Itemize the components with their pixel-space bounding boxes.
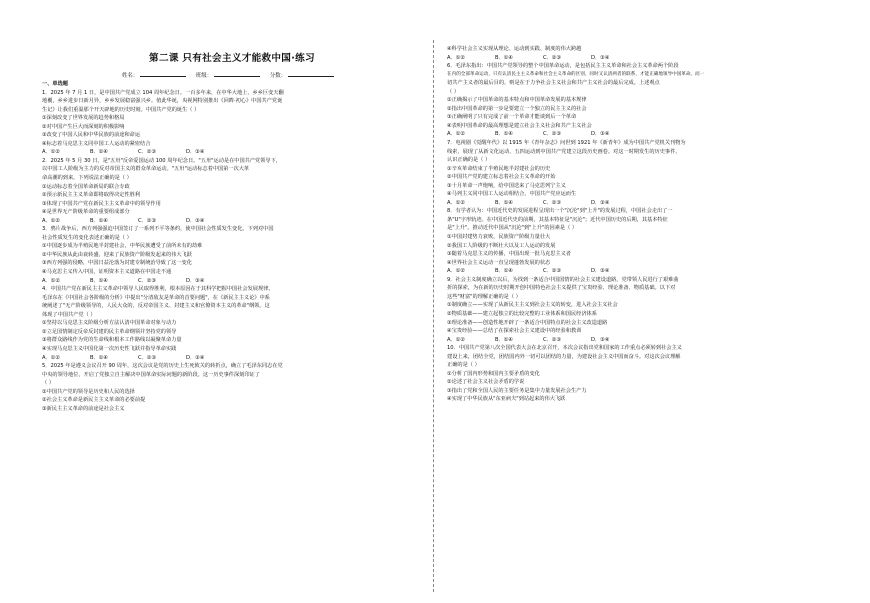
option-d[interactable]: D．③④ [186, 277, 205, 284]
q7-stem: 7．电视剧《觉醒年代》以 1915 年《青年杂志》问世到 1921 年《新青年》成为中国共产党机关刊物为 [447, 140, 686, 147]
q1-stem: 地覆，乡乡进步日新月异，乡乡发展稳富强兴乡。值此华诞，央视网特别推出《回眸·初心》中国共产党诞 [42, 98, 283, 105]
q7-choice: ④马列主义同中国工人运动相结合，中国共产党应运而生 [447, 191, 577, 198]
q3-stem: 社会性质发生的变化表述正确的是（ ） [42, 234, 132, 241]
option-a[interactable]: A．①② [42, 354, 61, 361]
option-c[interactable]: C．②③ [543, 268, 562, 275]
q5-choice: ④科学社会主义实现从理论、运动到实践、制度的伟大跨越 [447, 46, 582, 52]
option-a[interactable]: A．①② [42, 277, 61, 284]
class-blank[interactable] [214, 70, 260, 77]
q10-choice: ②论述了社会主义社会矛盾的学说 [447, 379, 525, 386]
q2-choice: ④是世界无产阶级革命的重要组成部分 [42, 209, 130, 216]
q6-stem: 6．毛泽东指出：中国共产党领导的整个中国革命运动，是包括民主主义革命和社会主义革命两个阶段 [447, 63, 679, 70]
q4-options [42, 354, 420, 363]
q5-stem: （ ） [42, 380, 55, 387]
option-b[interactable]: B．①④ [495, 199, 514, 206]
option-b[interactable]: B．①④ [495, 268, 514, 275]
q7-stem: 线索，展现了从新文化运动、五四运动到中国共产党建立这段历史画卷。对这一时期发生的历史事件， [447, 148, 681, 155]
q4-choice: ④实现马克思主义中国化第一次历史性飞跃并指导革命实践 [42, 345, 177, 352]
class-label: 班级： [195, 73, 213, 79]
option-c[interactable]: C．②③ [138, 277, 157, 284]
q7-stem: 认识正确的是（ ） [447, 157, 491, 164]
q8-choice: ②我国工人阶级的不断壮大以及工人运动的发展 [447, 242, 556, 249]
q8-stem: 条"U"字形轨迹。在中国近代史的前期，其基本特征是"沉沦"；近代中国历史的后期，其基本特征 [447, 216, 668, 223]
q7-choice: ③十月革命一声炮响，给中国送来了马克思列宁主义 [447, 182, 566, 189]
q9-options [447, 336, 825, 345]
q4-choice: ①坚持以马克思主义阶级分析方法认清中国革命对象与动力 [42, 320, 177, 327]
q8-stem: 是"上升"。推动近代中国从"沉沦"到"上升"的因素是（ ） [447, 225, 578, 232]
q4-stem: 4．中国共产党在新民主主义革命中领导人民取得胜利，根本原因在于其科学把握中国社会发展规律。 [42, 286, 274, 293]
q6-options [447, 130, 825, 139]
option-b[interactable]: B．①④ [495, 54, 514, 61]
option-b[interactable]: B．①④ [90, 277, 109, 284]
column-divider [433, 40, 434, 592]
q4-stem: 统阐述了"无产阶级领导的，人民大众的，反对帝国主义、封建主义和官僚资本主义的革命"纲领。这 [42, 303, 270, 310]
option-d[interactable]: D．③④ [591, 336, 610, 343]
option-c[interactable]: C．②③ [543, 199, 562, 206]
q1-choice: ③改变了中国人民和中华民族的前途和命运 [42, 132, 141, 139]
q10-choice: ④实现了中华民族从"东亚病夫"到站起来的伟大飞跃 [447, 396, 566, 403]
q1-choice: ④标志着马克思主义同中国工人运动的紧密结合 [42, 140, 151, 147]
option-d[interactable]: D．③④ [186, 149, 205, 156]
option-d[interactable]: D．③④ [591, 268, 610, 275]
q4-choice: ③将群众路线作为党的生命线和根本工作路线以凝聚革命力量 [42, 337, 182, 344]
q4-stem: 体现了中国共产党（ ） [42, 311, 96, 318]
q4-stem: 毛泽东在《中国社会各阶级的分析》中提出"分清敌友是革命的首要问题"，在《新民主主义论》中系 [42, 294, 270, 301]
option-d[interactable]: D．③④ [186, 217, 205, 224]
q9-stem: 这些"财富"的理解正确的是（ ） [447, 293, 521, 300]
option-b[interactable]: B．①④ [495, 131, 514, 138]
option-c[interactable]: C．②③ [138, 149, 157, 156]
q5-choice: ③新民主主义革命的前途是社会主义 [42, 405, 125, 412]
q8-stem: 8．有学者认为：中国近代史的发展进程呈现出一个"沉沦"到"上升"的发展过程，中国社会走出了一 [447, 208, 673, 215]
student-info-row [42, 70, 422, 79]
q6-stem: 切共产主义者的最后目的，则是在于力争社会主义社会和共产主义社会的最后完成。上述观点 [447, 80, 660, 87]
q5-choice: ①中国共产党的领导是历史和人民的选择 [42, 388, 135, 395]
q10-stem: 正确的是（ ） [447, 362, 480, 369]
q8-choice: ①中国封建势力衰败，民族资产阶级力量壮大 [447, 234, 551, 241]
q8-options [447, 267, 825, 276]
q9-stem: 折的探索，为在新的历史时期开创中国特色社会主义提供了宝贵经验、理论准备、物质基础。以下对 [447, 285, 676, 292]
option-a[interactable]: A．①② [42, 149, 61, 156]
option-c[interactable]: C．②③ [138, 354, 157, 361]
q9-choice: ②物质基础——建立起独立的比较完整的工业体系和国民经济体系 [447, 310, 597, 317]
q2-choice: ②预示新民主主义革命即将取得决定性胜利 [42, 192, 141, 199]
q2-options [42, 217, 420, 226]
option-c[interactable]: C．②③ [543, 54, 562, 61]
q6-choice: ③正确阐明了只有完成了前一个革命才能谈到后一个革命 [447, 114, 577, 121]
q1-stem: 1．2025 年 7 月 1 日，是中国共产党成立 104 周年纪念日。一百多年来，在中华大地上，乡乡巨变天翻 [42, 89, 284, 96]
option-b[interactable]: B．①④ [90, 354, 109, 361]
q5-stem: 中央的领导地位，开启了党独立自主解决中国革命实际问题的新阶段。这一历史事件深刻印证了 [42, 371, 260, 378]
q9-choice: ④宝贵经验——总结了在探索社会主义建设中的经验和教训 [447, 328, 582, 335]
option-a[interactable]: A．①② [447, 54, 466, 61]
q10-choice: ①分析了国内形势和国内主要矛盾的变化 [447, 370, 540, 377]
option-a[interactable]: A．①② [447, 336, 466, 343]
option-d[interactable]: D．③④ [591, 131, 610, 138]
q1-stem: 生记》让我们重温那个开天辟地的历史时刻。中国共产党的诞生（ ） [42, 106, 200, 113]
section-heading: 一、单选题 [42, 81, 68, 87]
option-c[interactable]: C．②③ [138, 217, 157, 224]
q3-stem: 3．鸦片战争后，西方列强强迫中国签订了一系列不平等条约，使中国社会性质发生变化。下列对中国 [42, 226, 274, 233]
q6-choice: ②指出中国革命的第一步是要建立一个独立的民主主义的社会 [447, 105, 587, 112]
q8-choice: ④世界社会主义运动一直呈现蓬勃发展的状态 [447, 259, 551, 266]
q10-stem: 建设上来，团结全党，团结国内外一切可以团结的力量，为建设社会主义中国而奋斗。对这次会议理解 [447, 353, 681, 360]
q2-stem: 以中国工人阶级为主力的反对帝国主义的群众革命运动。"五卅"运动标志着中国第一次大革 [42, 166, 250, 173]
option-a[interactable]: A．①② [447, 199, 466, 206]
q3-options [42, 277, 420, 286]
option-a[interactable]: A．①② [42, 217, 61, 224]
q4-choice: ②立足国情制定反帝反封建的民主革命纲领并坚持党的领导 [42, 328, 177, 335]
option-a[interactable]: A．①② [447, 268, 466, 275]
q7-choice: ②中国共产党的建立标志着社会主义革命的开始 [447, 174, 556, 181]
q1-options [42, 148, 420, 157]
q2-choice: ①运动标志着全国革命新局的联合专政 [42, 183, 130, 190]
q3-choice: ②中华民族从此由衰转盛，迎来了民族资产阶级发起来的伟大飞跃 [42, 251, 192, 258]
option-b[interactable]: B．①④ [90, 217, 109, 224]
q1-choice: ①深刻改变了世界发展的趋势和格局 [42, 115, 125, 122]
q3-choice: ④马克思主义传入中国，证明资本主义道路在中国走不通 [42, 269, 172, 276]
option-a[interactable]: A．①② [447, 131, 466, 138]
option-c[interactable]: C．②③ [543, 131, 562, 138]
q8-choice: ③随着马克思主义的传播，中国出现一批马克思主义者 [447, 251, 571, 258]
score-blank[interactable] [288, 70, 334, 77]
q10-stem: 10．中国共产党第八次全国代表大会在北京召开，本次会议指出党和国家的工作重点必须转到社会主义 [447, 345, 682, 352]
option-b[interactable]: B．①④ [495, 336, 514, 343]
q2-stem: 命高潮的到来。下列说法正确的是（ ） [42, 175, 132, 182]
score-label: 分数： [269, 73, 286, 79]
name-label: 姓名： [122, 73, 139, 79]
q10-choice: ③指出了党和全国人民的主要任务是集中力量发展社会生产力 [447, 387, 587, 394]
q3-choice: ①中国逐步成为半殖民地半封建社会，中华民族遭受了前所未有的劫难 [42, 243, 203, 250]
option-b[interactable]: B．①④ [90, 149, 109, 156]
q6-stem: （ ） [447, 88, 460, 95]
right-column [447, 45, 825, 404]
left-column [42, 80, 420, 413]
option-d[interactable]: D．③④ [591, 199, 610, 206]
name-blank[interactable] [140, 70, 186, 77]
q2-choice: ③体现了中国共产党在新民主主义革命中的领导作用 [42, 200, 161, 207]
q9-stem: 9．社会主义制度确立以后，为找到一条适合中国国情的社会主义建设道路，党带领人民进行了艰难曲 [447, 276, 679, 283]
q6-choice: ④表明中国革命的最高理想是建立社会主义社会和共产主义社会 [447, 122, 592, 129]
q2-stem: 2．2025 年 5 月 30 日，是"五卅"反帝爱国运动 100 周年纪念日。"五卅"运动是在中国共产党领导下， [42, 157, 281, 164]
q3-choice: ③西方列强的侵略，中国日益沦落为封建专制统治导致了这一变化 [42, 260, 192, 267]
q6-choice: ①正确揭示了中国革命的基本特点和中国革命发展的基本规律 [447, 97, 587, 104]
option-d[interactable]: D．③④ [186, 354, 205, 361]
q9-choice: ③理论准备——创造性地开辟了一条适合中国特点的社会主义改造道路 [447, 319, 608, 326]
page-title: 第二课 只有社会主义才能救中国·练习 [149, 53, 315, 64]
option-d[interactable]: D．③④ [591, 54, 610, 61]
q7-choice: ①辛亥革命结束了半殖民地半封建社会的历史 [447, 165, 551, 172]
option-c[interactable]: C．②③ [543, 336, 562, 343]
q5-options [447, 54, 825, 63]
q5-choice: ②社会主义革命是新民主主义革命的必要前提 [42, 397, 146, 404]
q7-options [447, 199, 825, 208]
q5-stem: 5．2025 年是遵义会议召开 90 周年，这次会议是党的历史上生死攸关的转折点，确立了毛泽东同志在党 [42, 363, 283, 370]
q9-choice: ①制度确立——实现了从新民主主义到社会主义的转变，进入社会主义社会 [447, 302, 618, 309]
q1-choice: ②对中国产生巨大而深刻的积极影响 [42, 123, 125, 130]
q6-stem: 在内的全部革命运动，只有认清民主主义革命和社会主义革命的区别，同时又认清两者的联系，才能正确地领导中国革命。而一 [447, 71, 705, 77]
